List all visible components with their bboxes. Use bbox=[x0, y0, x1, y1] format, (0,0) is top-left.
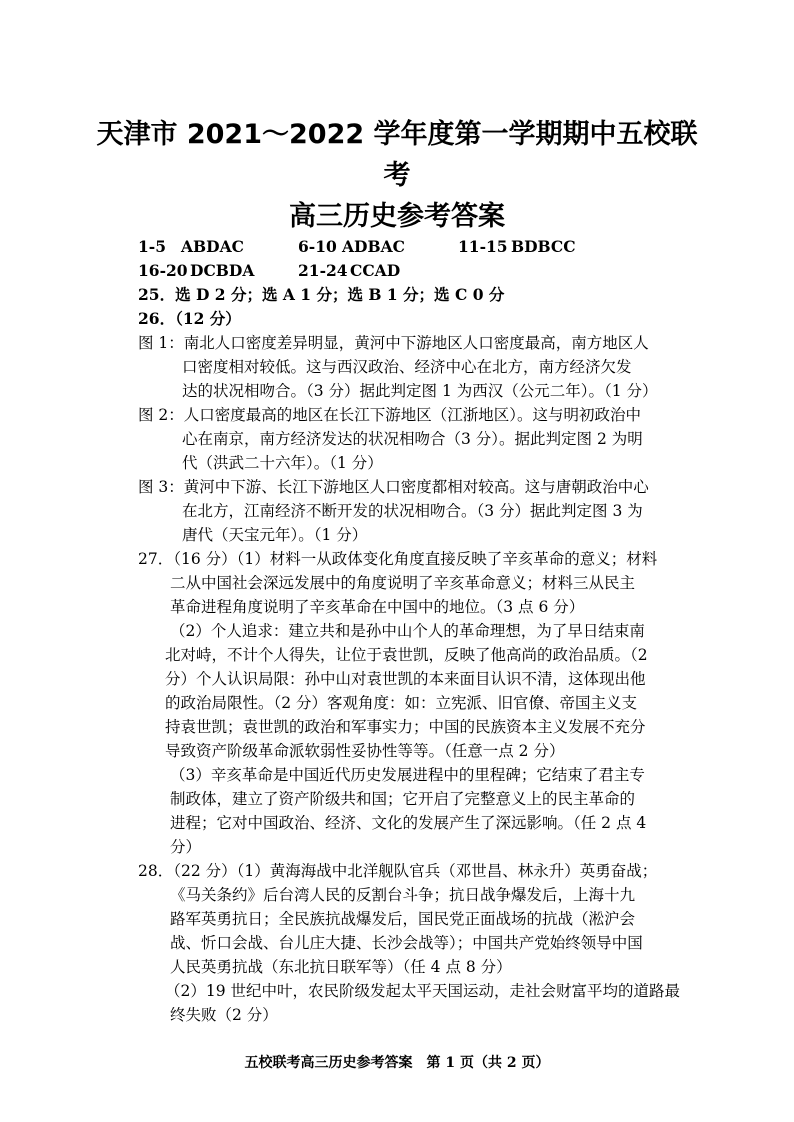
document-subtitle: 高三历史参考答案 bbox=[289, 201, 505, 232]
q26-fig1-line: 达的状况相吻合。（3 分）据此判定图 1 为西汉（公元二年）。（1 分） bbox=[182, 382, 658, 400]
q27-line: 的政治局限性。（2 分）客观角度：如：立宪派、旧官僚、帝国主义支 bbox=[165, 694, 638, 712]
q28-line: （2）19 世纪中叶，农民阶级发起太平天国运动，走社会财富平均的道路最 bbox=[165, 982, 681, 1000]
mc-answer: DCBDA bbox=[190, 261, 255, 280]
q27-line: 进程；它对中国政治、经济、文化的发展产生了深远影响。（任 2 点 4 bbox=[170, 814, 647, 832]
q26-heading: 26．（12 分） bbox=[138, 309, 241, 328]
q26-fig2-line: 心在南京，南方经济发达的状况相吻合（3 分）。据此判定图 2 为明 bbox=[182, 430, 643, 448]
q25-answer: 25．选 D 2 分；选 A 1 分；选 B 1 分；选 C 0 分 bbox=[138, 285, 505, 304]
mc-range: 21-24 bbox=[298, 261, 348, 280]
q28-line: 《马关条约》后台湾人民的反割台斗争；抗日战争爆发后，上海十九 bbox=[170, 886, 636, 904]
q27-line: 导致资产阶级革命派软弱性妥协性等等。（任意一点 2 分） bbox=[165, 742, 565, 760]
q27-line: 分） bbox=[170, 838, 202, 856]
mc-answer: CCAD bbox=[350, 261, 401, 280]
q27-line: 二从中国社会深远发展中的角度说明了辛亥革命意义；材料三从民主 bbox=[170, 574, 636, 592]
document-title-cont: 考 bbox=[383, 160, 411, 191]
q27-line: 分）个人认识局限：孙中山对袁世凯的本来面目认识不清，这体现出他 bbox=[165, 670, 646, 688]
mc-answer: ABDAC bbox=[181, 237, 244, 256]
document-title: 天津市 2021～2022 学年度第一学期期中五校联 bbox=[96, 119, 698, 150]
q26-fig3-line: 图 3：黄河中下游、长江下游地区人口密度都相对较高。这与唐朝政治中心 bbox=[138, 478, 649, 496]
mc-answer: BDBCC bbox=[511, 237, 576, 256]
q28-line: 路军英勇抗日；全民族抗战爆发后，国民党正面战场的抗战（淞沪会 bbox=[170, 910, 636, 928]
q28-line: 终失败（2 分） bbox=[170, 1006, 278, 1024]
q27-line: 持袁世凯；袁世凯的政治和军事实力；中国的民族资本主义发展不充分 bbox=[165, 718, 646, 736]
mc-answer: ADBAC bbox=[342, 237, 405, 256]
mc-range: 6-10 bbox=[298, 237, 337, 256]
q27-line: （2）个人追求：建立共和是孙中山个人的革命理想，为了早日结束南 bbox=[170, 622, 645, 640]
q26-fig2-line: 代（洪武二十六年）。（1 分） bbox=[182, 454, 383, 472]
page-footer: 五校联考高三历史参考答案 第 1 页（共 2 页） bbox=[244, 1055, 550, 1071]
q26-fig3-line: 唐代（天宝元年）。（1 分） bbox=[182, 526, 368, 544]
mc-range: 16-20 bbox=[138, 261, 188, 280]
q27-line: 北对峙，不计个人得失，让位于袁世凯，反映了他高尚的政治品质。（2 bbox=[165, 646, 648, 664]
q27-line: 27．（16 分）（1）材料一从政体变化角度直接反映了辛亥革命的意义；材料 bbox=[138, 550, 658, 568]
q28-line: 28．（22 分）（1）黄海海战中北洋舰队官兵（邓世昌、林永升）英勇奋战； bbox=[138, 862, 658, 880]
mc-range: 11-15 bbox=[458, 237, 508, 256]
q26-fig2-line: 图 2：人口密度最高的地区在长江下游地区（江浙地区）。这与明初政治中 bbox=[138, 406, 642, 424]
q28-line: 人民英勇抗战（东北抗日联军等）（任 4 点 8 分） bbox=[170, 958, 512, 976]
q28-line: 战、忻口会战、台儿庄大捷、长沙会战等）；中国共产党始终领导中国 bbox=[170, 934, 643, 952]
q26-fig1-line: 口密度相对较低。这与西汉政治、经济中心在北方，南方经济欠发 bbox=[182, 358, 632, 376]
q26-fig1-line: 图 1：南北人口密度差异明显，黄河中下游地区人口密度最高，南方地区人 bbox=[138, 334, 649, 352]
q27-line: （3）辛亥革命是中国近代历史发展进程中的里程碑；它结束了君主专 bbox=[170, 766, 645, 784]
q27-line: 革命进程角度说明了辛亥革命在中国中的地位。（3 点 6 分） bbox=[170, 598, 585, 616]
q26-fig3-line: 在北方，江南经济不断开发的状况相吻合。（3 分）据此判定图 3 为 bbox=[182, 502, 643, 520]
mc-range: 1-5 bbox=[138, 237, 167, 256]
q27-line: 制政体，建立了资产阶级共和国；它开启了完整意义上的民主革命的 bbox=[170, 790, 636, 808]
